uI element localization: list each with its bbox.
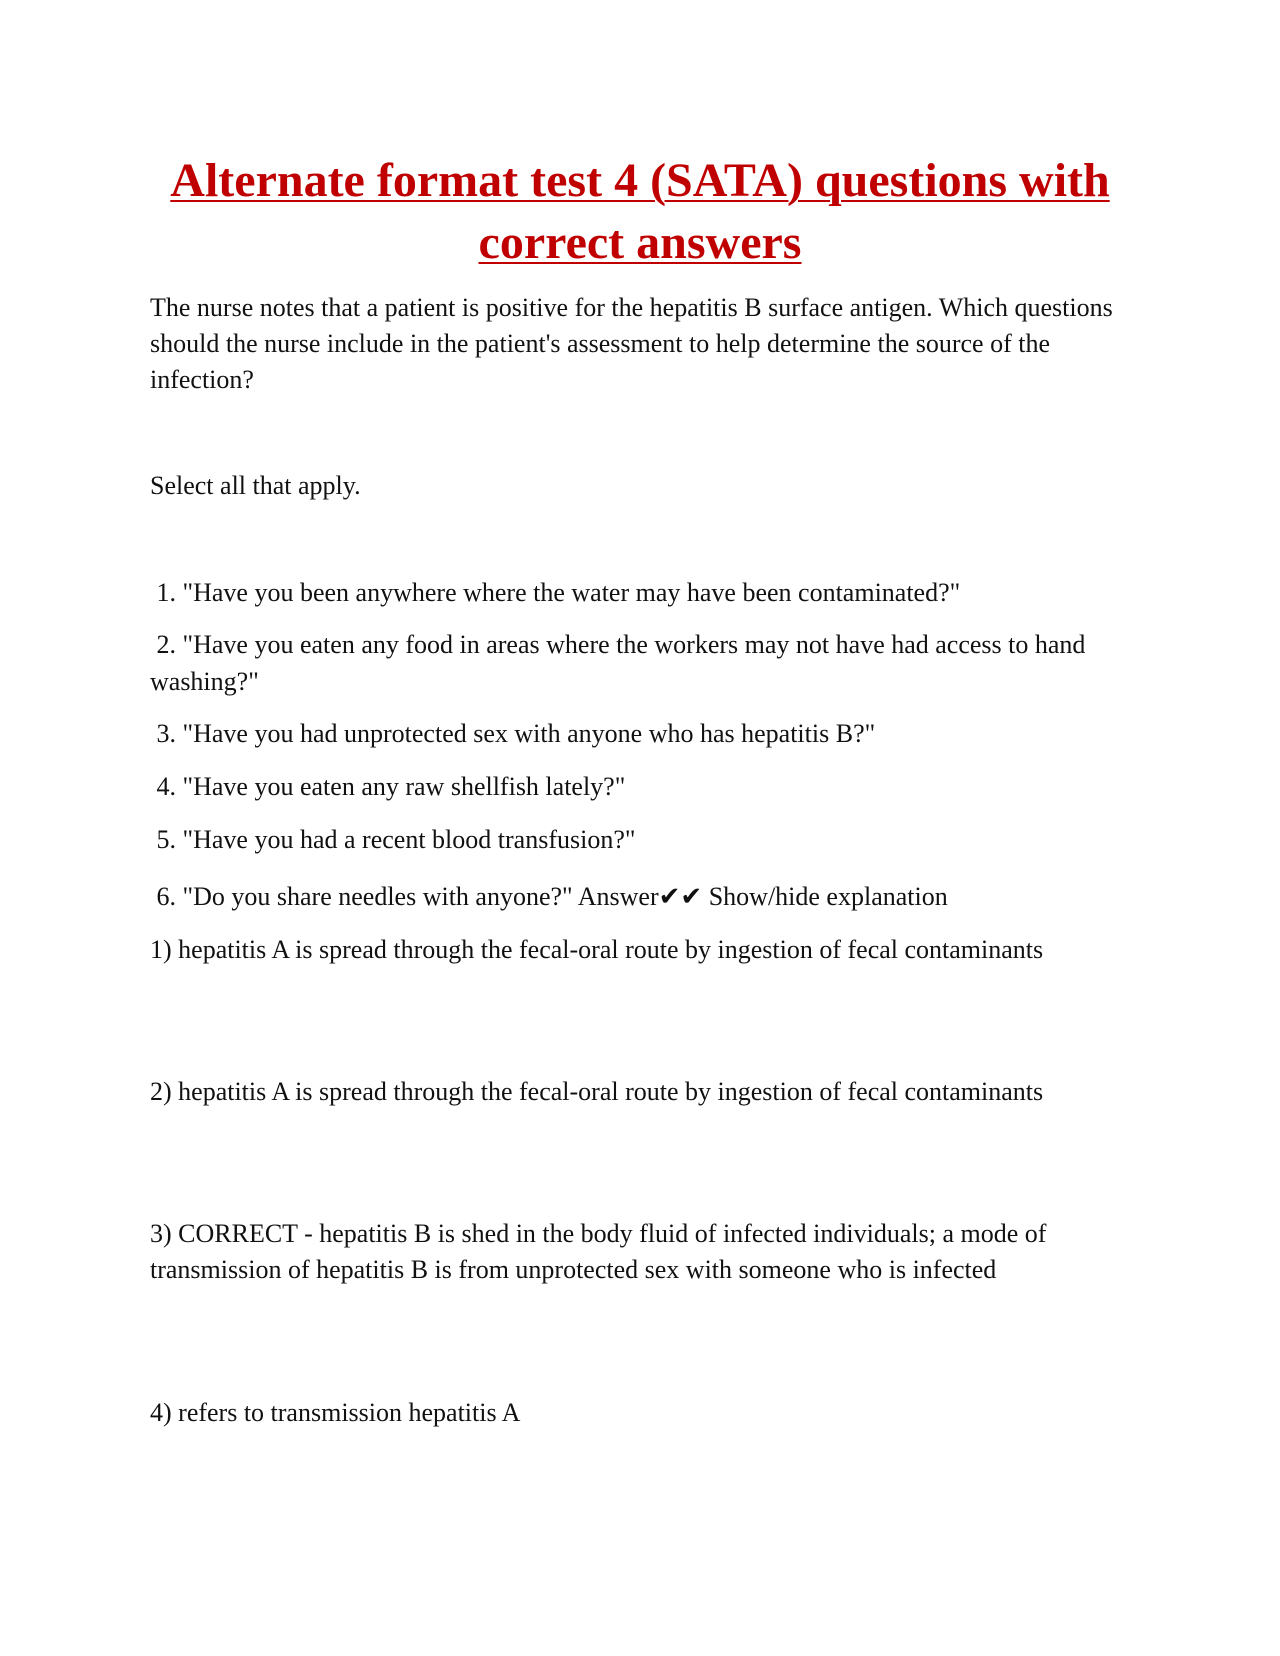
answer-option (150, 878, 1140, 915)
answer-option (150, 574, 1140, 611)
instruction-text: Select all that apply. (150, 471, 361, 500)
option-text: "Have you had a recent blood transfusion?" (182, 825, 636, 854)
option-number: 2. (156, 630, 176, 659)
option-number: 1. (156, 578, 176, 607)
option-number: 4. (156, 772, 176, 801)
show-hide-explanation-link[interactable]: Show/hide explanation (708, 882, 948, 911)
option-text: "Have you eaten any raw shellfish lately?" (182, 772, 626, 801)
option-text: "Have you eaten any food in areas where the workers may not have had access to hand washing?" (150, 630, 1086, 696)
option-text: "Have you been anywhere where the water may have been contaminated?" (182, 578, 961, 607)
option-text: "Have you had unprotected sex with anyone who has hepatitis B?" (182, 719, 876, 748)
option-number: 3. (156, 719, 176, 748)
explanation-item: 1) hepatitis A is spread through the fecal-oral route by ingestion of fecal contaminants (150, 935, 1044, 964)
answer-label: Answer✔✔ (577, 882, 703, 911)
answer-option (150, 768, 1140, 805)
explanation-item: 2) hepatitis A is spread through the fecal-oral route by ingestion of fecal contaminants (150, 1077, 1044, 1106)
option-number: 6. (156, 882, 176, 911)
answer-option (150, 626, 1140, 700)
option-text: "Do you share needles with anyone?" (182, 882, 573, 911)
explanation-item: 4) refers to transmission hepatitis A (150, 1398, 521, 1427)
question-text: The nurse notes that a patient is positive for the hepatitis B surface antigen. Which questions should the nurse include in the patient's assessment to help determine the source of the infection? (150, 293, 1113, 394)
option-number: 5. (156, 825, 176, 854)
answer-option (150, 715, 1140, 752)
explanation-item: 3) CORRECT - hepatitis B is shed in the body fluid of infected individuals; a mode of transmission of hepatitis B is from unprotected sex with someone who is infected (150, 1219, 1047, 1284)
answer-option (150, 821, 1140, 858)
document-title: Alternate format test 4 (SATA) questions with correct answers (170, 154, 1110, 269)
